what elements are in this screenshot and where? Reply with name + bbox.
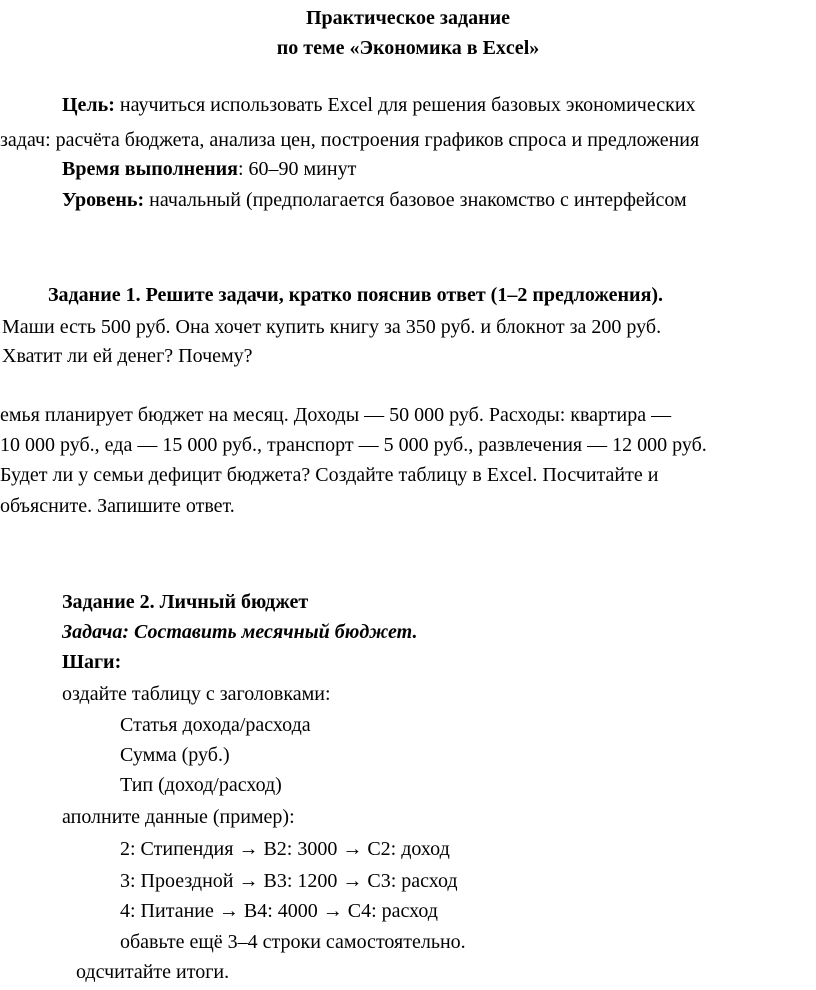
task1-problem2-line2: 10 000 руб., еда — 15 000 руб., транспорт — 5 000 руб., развлечения — 12 000 руб. [0, 434, 707, 456]
task2-steps-label: Шаги: [62, 651, 122, 673]
page-subtitle: по теме «Экономика в Excel» [276, 37, 540, 59]
time-value: : 60–90 минут [237, 158, 357, 180]
task1-problem2-line1: емья планирует бюджет на месяц. Доходы — 50 000 руб. Расходы: квартира — [0, 404, 672, 426]
task2-goal: Задача: Составить месячный бюджет. [62, 621, 418, 643]
level-value: начальный (предполагается базовое знакомство с интерфейсом [144, 189, 687, 211]
level-label: Уровень: [62, 189, 145, 211]
task1-problem1-line1: Маши есть 500 руб. Она хочет купить книгу за 350 руб. и блокнот за 200 руб. [2, 316, 662, 338]
task2-step-totals: одсчитайте итоги. [76, 961, 230, 983]
task2-heading: Задание 2. Личный бюджет [62, 591, 309, 613]
example-row: 3: Проездной → B3: 1200 → C3: расход [120, 870, 458, 892]
table-header-item: Тип (доход/расход) [120, 774, 282, 796]
level-line [62, 188, 687, 212]
task1-problem2-line3: Будет ли у семьи дефицит бюджета? Создайте таблицу в Excel. Посчитайте и [0, 464, 659, 486]
goal-line-1 [62, 93, 696, 117]
task2-step-fill-data: аполните данные (пример): [62, 806, 295, 828]
table-header-item: Статья дохода/расхода [120, 714, 311, 736]
task1-problem1-line2: Хватит ли ей денег? Почему? [2, 345, 253, 367]
time-label: Время выполнения [62, 158, 238, 180]
example-row: 2: Стипендия → B2: 3000 → C2: доход [120, 838, 450, 860]
goal-label: Цель: [62, 94, 115, 116]
task1-problem2-line4: объясните. Запишите ответ. [0, 495, 235, 517]
goal-text-1: научиться использовать Excel для решения базовых экономических [114, 94, 696, 116]
task1-heading: Задание 1. Решите задачи, кратко пояснив ответ (1–2 предложения). [48, 284, 664, 306]
goal-line-2: задач: расчёта бюджета, анализа цен, построения графиков спроса и предложения [0, 129, 700, 151]
example-row: 4: Питание → B4: 4000 → C4: расход [120, 900, 438, 922]
table-header-item: Сумма (руб.) [120, 744, 230, 766]
time-line [62, 157, 356, 181]
task2-add-rows: обавьте ещё 3–4 строки самостоятельно. [120, 931, 466, 953]
page-title: Практическое задание [305, 7, 511, 29]
task2-step-create-table: оздайте таблицу с заголовками: [62, 683, 331, 705]
